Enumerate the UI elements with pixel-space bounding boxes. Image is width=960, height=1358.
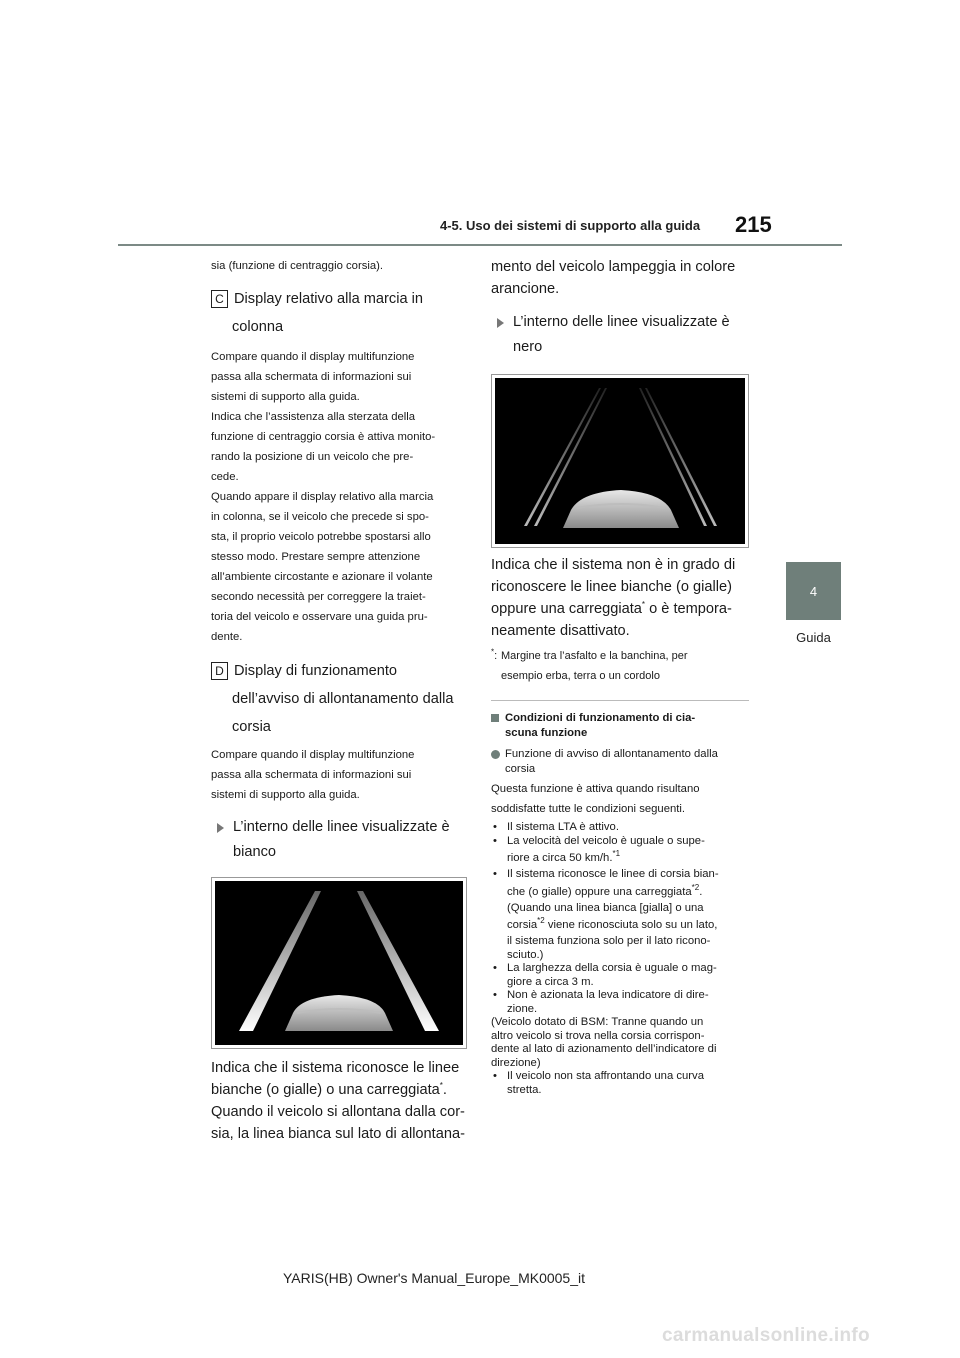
- bsm-note-l3: dente al lato di azionamento dell’indicatore di: [491, 1043, 717, 1055]
- c-p3-l3: sta, il proprio veicolo potrebbe spostarsi allo: [211, 531, 431, 543]
- heading-c-line2: colonna: [232, 319, 284, 335]
- condition-4: • La larghezza della corsia è uguale o mag- giore a circa 3 m.: [493, 962, 717, 988]
- after-black-l1: Indica che il sistema non è in grado di: [491, 557, 736, 573]
- section-divider: [491, 700, 749, 701]
- right-column: mento del veicolo lampeggia in colore arancione. L’interno delle linee visualizzate è nero Indica che il sistema non è in grado di riconoscere le linee bianche (o gialle) oppure una carreggiata* o è tempora- neamente disattivato. *: Margine tra l’asfalto e la banchina, per esempio erba, terra o un cordolo Condizioni di funzionamento di cia- scuna funzione Funzione di avviso di allontanamento dalla corsia Questa funzione è attiva quando risultano soddisfatte tutte le condizioni seguenti. • Il sistema LTA è attivo. • La velocità del veicolo è uguale o supe- riore a circa 50 km/h.$^{*1}$ • Il sistema riconosce le linee di corsia bian- che (o gialle) oppure una carreggiata$^{*2}$. (Quando una linea bianca [gialla] o una corsia$^{*2}$ viene riconosciuta solo su un lato, il sistema funziona solo per il lato ricono- sciuto.) • La larghezza della corsia è uguale o mag- giore a circa 3 m. • Non è azionata la leva indicatore di dire- zione. (Veicolo dotato di BSM: Tranne quando un altro veicolo si trova nella corsia corrispon- dente al lato di azionamento dell’indicatore di direzione) • Il veicolo non sta affrontando una curva stretta.: [491, 256, 749, 1097]
- after-white-l1: Indica che il sistema riconosce le linee: [211, 1060, 460, 1076]
- c-p1-l1: Compare quando il display multifunzione: [211, 351, 415, 363]
- section-header: 4-5. Uso dei sistemi di supporto alla guida: [440, 218, 701, 233]
- item-white-line1: L’interno delle linee visualizzate è: [233, 819, 450, 835]
- c-p3-l7: toria del veicolo e osservare una guida pru-: [211, 611, 428, 623]
- asterisk-ref: *: [641, 600, 646, 610]
- footer-text: YARIS(HB) Owner's Manual_Europe_MK0005_it: [283, 1270, 585, 1286]
- heading-d: [211, 657, 469, 685]
- c-p3-l4: stesso modo. Prestare sempre attenzione: [211, 551, 421, 563]
- heading-d-line2: dell’avviso di allontanamento dalla: [232, 691, 454, 707]
- condition-6: • Il veicolo non sta affrontando una curva stretta.: [493, 1070, 704, 1096]
- figure-white-lanes: [211, 877, 467, 1049]
- c-p3-l5: all’ambiente circostante e azionare il volante: [211, 571, 433, 583]
- function-subheading-l2: corsia: [505, 763, 536, 775]
- square-bullet-icon: [491, 714, 499, 722]
- c-p3-l8: dente.: [211, 631, 243, 643]
- c-p3-l2: in colonna, se il veicolo che precede si spo-: [211, 511, 429, 523]
- heading-d-line3: corsia: [232, 719, 271, 735]
- footnote-mark: *: [491, 647, 495, 657]
- after-black-l2: riconoscere le linee bianche (o gialle): [491, 579, 732, 595]
- function-subheading-l1: Funzione di avviso di allontanamento dalla: [505, 748, 718, 760]
- bsm-note-l4: direzione): [491, 1056, 541, 1069]
- header-rule: [118, 244, 842, 246]
- condition-2: • La velocità del veicolo è uguale o supe- riore a circa 50 km/h.$^{*1}$: [493, 834, 705, 864]
- chapter-label: Guida: [796, 630, 831, 645]
- heading-c-line1: Display relativo alla marcia in: [234, 291, 423, 307]
- after-black-l3a: oppure una carreggiata: [491, 601, 642, 617]
- function-subheading: [491, 747, 749, 762]
- c-p1-l2: passa alla schermata di informazioni sui: [211, 371, 412, 383]
- conditions-intro-l2: soddisfatte tutte le condizioni seguenti.: [491, 803, 686, 815]
- triangle-bullet-icon: [497, 318, 504, 328]
- bsm-note-l2: altro veicolo si trova nella corsia corrispon-: [491, 1029, 705, 1042]
- lane-illustration-white: [215, 881, 463, 1045]
- bsm-note-l1: (Veicolo dotato di BSM: Tranne quando un: [491, 1016, 704, 1028]
- condition-3: • Il sistema riconosce le linee di corsia bian- che (o gialle) oppure una carreggiata$^{*2}$. (Quando una linea bianca [gialla] o una corsia$^{*2}$ viene riconosciuta solo su un lato, il sistema funziona solo per il lato ricono- sciuto.): [493, 868, 719, 961]
- conditions-intro-l1: Questa funzione è attiva quando risultano: [491, 783, 700, 795]
- left-column: sia (funzione di centraggio corsia). C Display relativo alla marcia in colonna Compare quando il display multifunzione passa alla schermata di informazioni sui sistemi di supporto alla guida. Indica che l’assistenza alla sterzata della funzione di centraggio corsia è attiva monito- rando la posizione di un veicolo che pre- cede. Quando appare il display relativo alla marcia in colonna, se il veicolo che precede si spo- sta, il proprio veicolo potrebbe spostarsi allo stesso modo. Prestare sempre attenzione all’ambiente circostante e azionare il volante secondo necessità per correggere la traiet- toria del veicolo e osservare una guida pru- dente. D Display di funzionamento dell’avviso di allontanamento dalla corsia Compare quando il display multifunzione passa alla schermata di informazioni sui sistemi di supporto alla guida. L’interno delle linee visualizzate è bianco Indica che il sistema riconosce le linee bianche (o gialle) o una carreggiata*. Quando il veicolo si allontana dalla cor- sia, la linea bianca sul lato di allontana-: [211, 256, 469, 1145]
- watermark: carmanualsonline.info: [662, 1325, 870, 1346]
- c-p3-l1: Quando appare il display relativo alla marcia: [211, 491, 434, 503]
- condition-5: • Non è azionata la leva indicatore di dire- zione.: [493, 989, 709, 1015]
- intro-text: sia (funzione di centraggio corsia).: [211, 260, 384, 272]
- after-white-l4: sia, la linea bianca sul lato di allontana-: [211, 1126, 465, 1142]
- footnote: *: Margine tra l’asfalto e la banchina, per: [491, 646, 749, 666]
- figure-black-lanes: [491, 374, 749, 548]
- list-item-black: [491, 310, 749, 335]
- after-white-l2a: bianche (o gialle) o una carreggiata: [211, 1082, 440, 1098]
- c-p3-l6: secondo necessità per correggere la traiet-: [211, 591, 426, 603]
- heading-c: [211, 285, 469, 313]
- conditions-heading-l2: scuna funzione: [505, 727, 588, 739]
- d-p1-l2: passa alla schermata di informazioni sui: [211, 769, 412, 781]
- asterisk-ref: *: [439, 1081, 443, 1091]
- triangle-bullet-icon: [217, 823, 224, 833]
- item-black-line2: nero: [513, 339, 543, 355]
- badge-d: D: [211, 662, 228, 680]
- list-item-white: [211, 815, 469, 840]
- d-p1-l1: Compare quando il display multifunzione: [211, 749, 415, 761]
- chapter-tab: 4: [786, 562, 841, 620]
- d-p1-l3: sistemi di supporto alla guida.: [211, 789, 360, 801]
- circle-bullet-icon: [491, 750, 500, 759]
- c-p2-l1: Indica che l’assistenza alla sterzata della: [211, 411, 416, 423]
- cont-l1: mento del veicolo lampeggia in colore: [491, 259, 736, 275]
- item-white-line2: bianco: [233, 844, 277, 860]
- after-black-l4: neamente disattivato.: [491, 623, 630, 639]
- conditions-heading-l1: Condizioni di funzionamento di cia-: [505, 712, 696, 724]
- footnote-l1: Margine tra l’asfalto e la banchina, per: [501, 650, 688, 662]
- lane-illustration-black: [495, 378, 745, 544]
- condition-1: • Il sistema LTA è attivo.: [493, 821, 619, 833]
- page-number: 215: [735, 212, 772, 237]
- badge-c: C: [211, 290, 228, 308]
- c-p1-l3: sistemi di supporto alla guida.: [211, 391, 360, 403]
- after-white-l3: Quando il veicolo si allontana dalla cor-: [211, 1104, 465, 1120]
- c-p2-l4: cede.: [211, 471, 239, 483]
- c-p2-l2: funzione di centraggio corsia è attiva monito-: [211, 431, 436, 443]
- conditions-heading: [491, 711, 749, 726]
- item-black-line1: L’interno delle linee visualizzate è: [513, 314, 730, 330]
- c-p2-l3: rando la posizione di un veicolo che pre-: [211, 451, 414, 463]
- cont-l2: arancione.: [491, 281, 560, 297]
- footnote-l2: esempio erba, terra o un cordolo: [501, 670, 660, 682]
- heading-d-line1: Display di funzionamento: [234, 663, 398, 679]
